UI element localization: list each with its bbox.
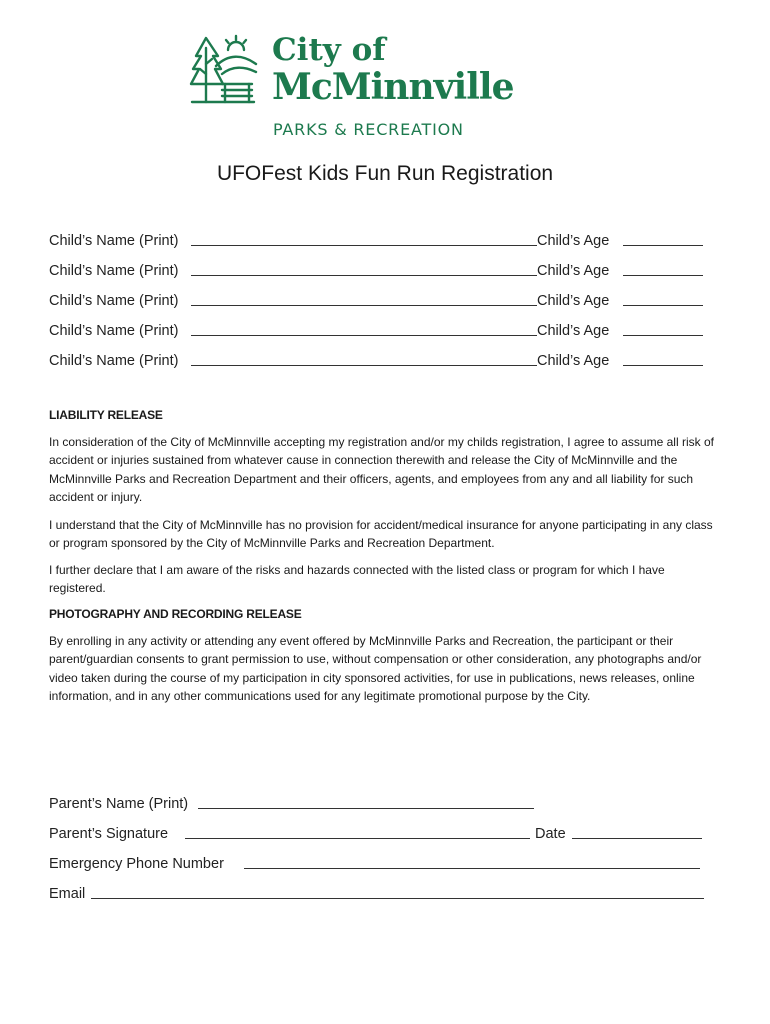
page-title: UFOFest Kids Fun Run Registration <box>216 162 554 185</box>
child-age-label: Child’s Age <box>537 353 610 369</box>
parent-signature-field[interactable] <box>185 838 530 839</box>
date-field[interactable] <box>572 838 702 839</box>
parent-signature-row <box>49 823 709 845</box>
liability-paragraph: In consideration of the City of McMinnville accepting my registration and/or my childs registration, I agree to assume all risk of accident or injuries sustained from whatever cause in connection therewith and release the City of McMinnville and the McMinnville Parks and Recreation Department and their officers, agents, and employees from any and all liability for such accident or injury. <box>49 435 714 505</box>
email-label: Email <box>49 886 86 902</box>
city-logo <box>188 34 588 144</box>
parent-name-label: Parent’s Name (Print) <box>49 796 189 812</box>
child-name-field[interactable] <box>191 335 537 336</box>
child-age-field[interactable] <box>623 275 703 276</box>
risk-paragraph: I further declare that I am aware of the risks and hazards connected with the listed class or program for which I have registered. <box>49 563 665 596</box>
child-row <box>49 350 709 372</box>
email-field[interactable] <box>91 898 704 899</box>
parent-name-field[interactable] <box>198 808 534 809</box>
emergency-phone-field[interactable] <box>244 868 700 869</box>
child-row <box>49 290 709 312</box>
photo-paragraph: By enrolling in any activity or attending any event offered by McMinnville Parks and Recreation, the participant or their parent/guardian consents to grant permission to use, without compensation or other consideration, any photographs and/or video taken during the course of my participation in city sponsored activities, for use in publications, news releases, online information, and in any other communications used for any legitimate promotional purpose by the City. <box>49 634 702 704</box>
emergency-phone-label: Emergency Phone Number <box>49 856 224 872</box>
child-age-label: Child’s Age <box>537 323 610 339</box>
child-row <box>49 260 709 282</box>
child-age-label: Child’s Age <box>537 233 610 249</box>
child-name-label: Child’s Name (Print) <box>49 263 179 279</box>
insurance-paragraph: I understand that the City of McMinnville has no provision for accident/medical insurance for anyone participating in any class or program sponsored by the City of McMinnville Parks and Recreation Department. <box>49 518 713 551</box>
child-age-label: Child’s Age <box>537 263 610 279</box>
child-name-field[interactable] <box>191 365 537 366</box>
liability-heading: LIABILITY RELEASE <box>49 408 163 422</box>
child-age-field[interactable] <box>623 245 703 246</box>
emergency-phone-row <box>49 853 709 875</box>
date-label: Date <box>535 826 566 842</box>
child-name-label: Child’s Name (Print) <box>49 353 179 369</box>
child-row <box>49 320 709 342</box>
child-name-field[interactable] <box>191 245 537 246</box>
email-row <box>49 883 709 905</box>
child-name-label: Child’s Name (Print) <box>49 293 179 309</box>
child-name-label: Child’s Name (Print) <box>49 233 179 249</box>
parent-signature-label: Parent’s Signature <box>49 826 169 842</box>
child-name-label: Child’s Name (Print) <box>49 323 179 339</box>
logo-city-of: City of <box>272 32 386 68</box>
parent-name-row <box>49 793 709 815</box>
child-age-field[interactable] <box>623 305 703 306</box>
child-name-field[interactable] <box>191 305 537 306</box>
child-row <box>49 230 709 252</box>
logo-parks-recreation: PARKS & RECREATION <box>273 120 464 139</box>
child-name-field[interactable] <box>191 275 537 276</box>
child-age-field[interactable] <box>623 335 703 336</box>
logo-mcminnville: McMinnville <box>272 66 514 108</box>
child-age-label: Child’s Age <box>537 293 610 309</box>
photo-heading: PHOTOGRAPHY AND RECORDING RELEASE <box>49 607 302 621</box>
child-age-field[interactable] <box>623 365 703 366</box>
park-tree-bench-icon <box>188 34 258 106</box>
